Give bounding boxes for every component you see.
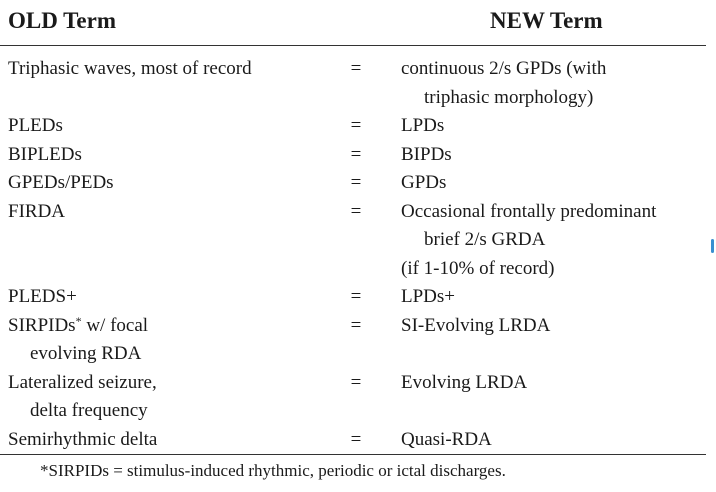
equals-sign: = bbox=[350, 371, 362, 393]
table-row bbox=[0, 283, 706, 312]
equals-sign: = bbox=[350, 314, 362, 336]
new-term-text: continuous 2/s GPDs (with bbox=[401, 58, 607, 79]
footnote bbox=[40, 461, 506, 481]
old-term-cell bbox=[0, 141, 320, 170]
old-term-text: BIPLEDs bbox=[8, 143, 82, 165]
old-term-cell bbox=[0, 312, 320, 369]
table-row bbox=[0, 312, 706, 369]
table-row bbox=[0, 55, 706, 112]
old-term-cell bbox=[0, 369, 320, 426]
old-term-text: Semirhythmic delta bbox=[8, 428, 158, 450]
new-term-cell bbox=[392, 426, 706, 455]
old-term-text: PLEDs bbox=[8, 115, 63, 136]
old-term-cell bbox=[0, 55, 320, 112]
old-term-text: FIRDA bbox=[8, 200, 66, 222]
new-term-cell bbox=[392, 369, 706, 426]
new-term-cell bbox=[392, 198, 706, 284]
old-term-text: GPEDs/PEDs bbox=[8, 172, 114, 193]
old-term-text-continued: delta frequency bbox=[30, 400, 148, 421]
new-term-text: BIPDs bbox=[401, 143, 452, 165]
equals-sign: = bbox=[350, 428, 362, 450]
table-row bbox=[0, 369, 706, 426]
old-term-text-continued: evolving RDA bbox=[30, 343, 142, 364]
new-term-cell bbox=[392, 55, 706, 112]
old-term-text: Triphasic waves, most of record bbox=[8, 58, 252, 79]
old-term-text: PLEDS+ bbox=[8, 286, 77, 307]
new-term-text-continued: triphasic morphology) bbox=[424, 86, 594, 108]
old-term-cell bbox=[0, 198, 320, 284]
footnote-text: SIRPIDs = stimulus-induced rhythmic, periodic or ictal discharges. bbox=[48, 461, 506, 480]
old-term-text-rest: w/ focal bbox=[81, 314, 149, 336]
new-term-cell bbox=[392, 169, 706, 198]
new-term-text: Evolving LRDA bbox=[401, 371, 528, 393]
old-term-line bbox=[8, 312, 320, 341]
equals-sign: = bbox=[350, 115, 362, 136]
table-header bbox=[0, 0, 706, 46]
header-old-term: OLD Term bbox=[8, 8, 116, 33]
new-term-cell bbox=[392, 312, 706, 369]
table-row bbox=[0, 141, 706, 170]
old-term-cell bbox=[0, 112, 320, 141]
new-term-text: LPDs+ bbox=[401, 286, 456, 307]
footnote-marker: * bbox=[75, 313, 82, 328]
new-term-text: Occasional frontally predominant bbox=[401, 200, 657, 222]
new-term-text: GPDs bbox=[401, 172, 447, 193]
footnote-mark: * bbox=[40, 461, 49, 480]
equals-sign: = bbox=[350, 200, 362, 222]
header-new-term: NEW Term bbox=[490, 8, 603, 33]
old-term-cell bbox=[0, 169, 320, 198]
table-row bbox=[0, 169, 706, 198]
table-row bbox=[0, 198, 706, 284]
new-term-cell bbox=[392, 141, 706, 170]
new-term-text: Quasi-RDA bbox=[401, 428, 492, 450]
terms-table-body bbox=[0, 55, 706, 454]
old-term-cell bbox=[0, 426, 320, 455]
equals-sign: = bbox=[350, 58, 362, 79]
old-term-text: Lateralized seizure, bbox=[8, 371, 157, 393]
table-row bbox=[0, 112, 706, 141]
old-term-cell bbox=[0, 283, 320, 312]
new-term-text: SI-Evolving LRDA bbox=[401, 314, 551, 336]
new-term-text-continued: brief 2/s GRDA bbox=[424, 229, 546, 250]
new-term-cell bbox=[392, 283, 706, 312]
old-term-text: SIRPIDs bbox=[8, 314, 76, 336]
new-term-text: LPDs bbox=[401, 115, 445, 136]
new-term-cell bbox=[392, 112, 706, 141]
edge-marker bbox=[711, 239, 714, 253]
equals-sign: = bbox=[350, 172, 362, 193]
equals-sign: = bbox=[350, 286, 362, 307]
table-bottom-rule bbox=[0, 454, 706, 455]
equals-sign: = bbox=[350, 143, 362, 165]
new-term-text-note: (if 1-10% of record) bbox=[401, 257, 555, 279]
table-row bbox=[0, 426, 706, 455]
